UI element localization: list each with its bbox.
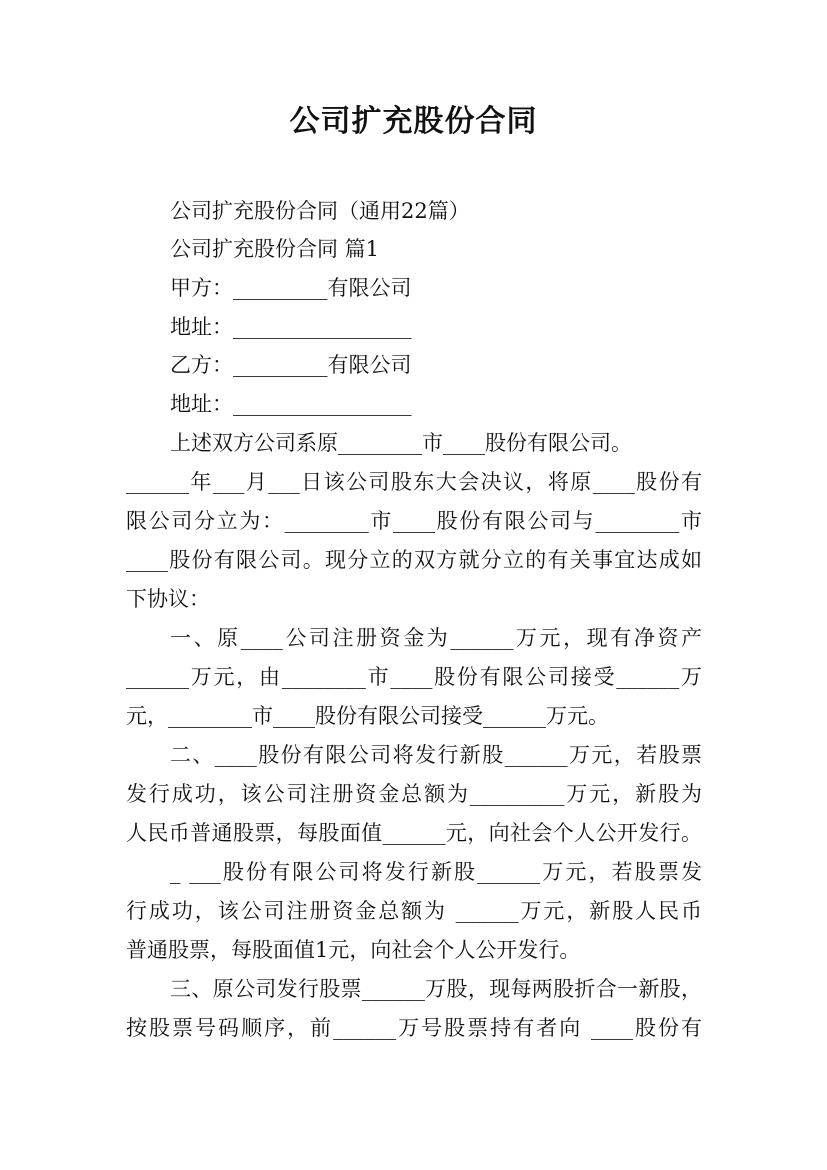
clause-1-line: 一、原____公司注册资金为______万元，现有净资产 <box>170 626 702 650</box>
subtitle-line: 公司扩充股份合同（通用22篇） <box>170 199 470 223</box>
paragraph-line: 限公司分立为：________市____股份有限公司与________市 <box>126 509 702 533</box>
clause-2-line: 普通股票，每股面值1元，向社会个人公开发行。 <box>126 938 581 962</box>
party-b-line: 乙方：_________有限公司 <box>170 353 412 377</box>
clause-2-line: _ ___股份有限公司将发行新股______万元，若股票发 <box>170 860 702 884</box>
clause-2-line: 人民币普通股票，每股面值______元，向社会个人公开发行。 <box>126 821 702 845</box>
clause-2-line: 二、____股份有限公司将发行新股______万元，若股票 <box>170 743 702 767</box>
document-title: 公司扩充股份合同 <box>289 104 538 139</box>
party-a-line: 甲方：_________有限公司 <box>170 276 412 300</box>
party-b-address-line: 地址：_________________ <box>170 392 412 416</box>
clause-1-line: 元，________市____股份有限公司接受______万元。 <box>126 704 609 728</box>
paragraph-line: ______年___月___日该公司股东大会决议，将原____股份有 <box>126 470 702 494</box>
paragraph-line: 下协议： <box>126 587 210 611</box>
paragraph-line: 上述双方公司系原________市____股份有限公司。 <box>170 431 632 455</box>
clause-2-line: 发行成功，该公司注册资金总额为_________万元，新股为 <box>126 782 702 806</box>
section-heading: 公司扩充股份合同 篇1 <box>170 237 380 261</box>
clause-2-line: 行成功，该公司注册资金总额为 ______万元，新股人民币 <box>126 899 702 923</box>
clause-3-line: 三、原公司发行股票______万股，现每两股折合一新股， <box>170 977 702 1001</box>
paragraph-line: ____股份有限公司。现分立的双方就分立的有关事宜达成如 <box>126 548 702 572</box>
clause-3-line: 按股票号码顺序，前______万号股票持有者向 ____股份有 <box>126 1016 702 1040</box>
party-a-address-line: 地址：_________________ <box>170 315 412 339</box>
clause-1-line: ______万元，由________市____股份有限公司接受______万 <box>126 665 702 689</box>
